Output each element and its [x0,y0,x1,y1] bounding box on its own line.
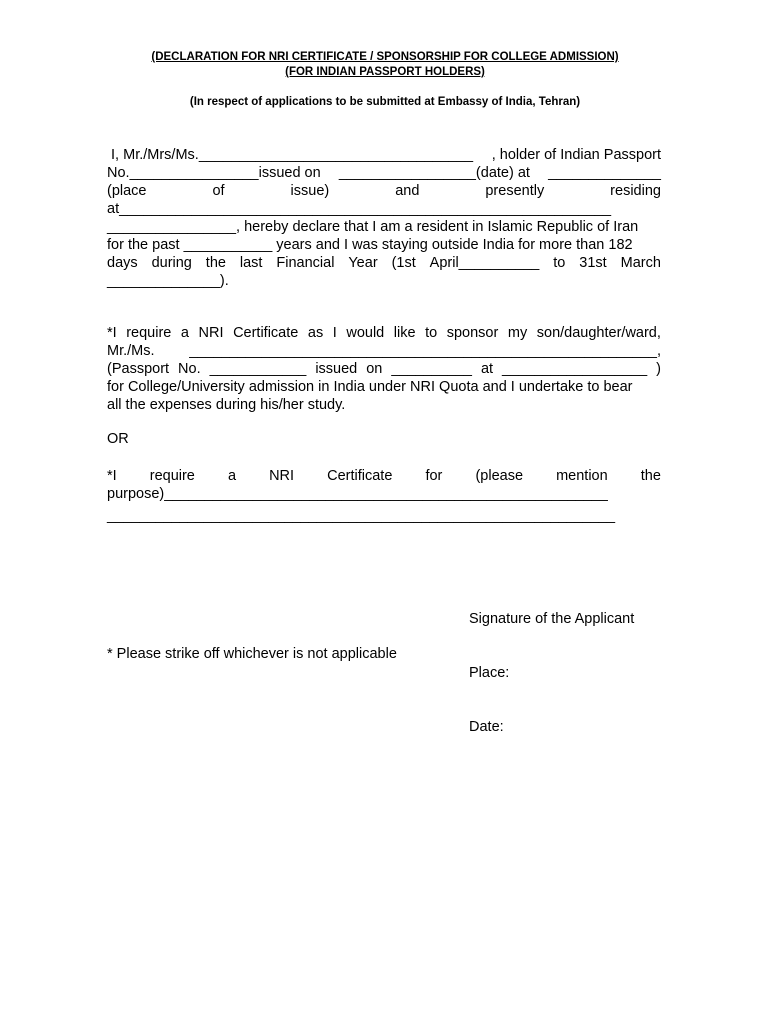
declaration-text: I, Mr./Mrs/Ms.__________________________________ [107,147,474,163]
sponsorship-word: NRI [198,325,224,341]
sponsorship-word: *I [107,325,117,341]
declaration-line [107,254,661,272]
declaration-word: April__________ [429,255,540,271]
sponsorship-paragraph [107,324,661,414]
sponsorship-word: at [480,361,494,377]
sponsorship-word: issued [315,361,358,377]
declaration-word: days [107,255,138,271]
declaration-word: and [395,183,420,199]
signature-block [469,574,634,772]
document-subtitle: (In respect of applications to be submitted at Embassy of India, Tehran) [189,96,581,108]
declaration-word: issue) [290,183,330,199]
other-purpose-blank-line: _______________________________________________________________ [107,508,616,524]
sponsorship-word: __________________ [502,361,648,377]
place-label: Place: [469,665,510,681]
other-purpose-word: mention [556,468,608,484]
other-purpose-line [107,467,661,485]
sponsorship-word: I [332,325,337,341]
declaration-text: No.________________issued on [107,165,321,181]
document-title: (DECLARATION FOR NRI CERTIFICATE / SPONSORSHIP FOR COLLEGE ADMISSION) [151,51,619,63]
other-purpose-word: (please [475,468,524,484]
declaration-text: ______________ [548,165,661,181]
declaration-word: last [239,255,263,271]
declaration-word: 31st [579,255,607,271]
other-purpose-paragraph [107,467,661,525]
declaration-line [107,146,661,164]
document-title-subline: (FOR INDIAN PASSPORT HOLDERS) [285,66,485,78]
declaration-word: (place [107,183,147,199]
other-purpose-word: *I [107,468,117,484]
sponsorship-line [107,342,661,360]
sponsorship-word: Certificate [233,325,299,341]
other-purpose-word: require [149,468,195,484]
sponsorship-word: ____________ [209,361,307,377]
declaration-word: presently [485,183,545,199]
other-purpose-word: the [640,468,661,484]
declaration-text: ________________, hereby declare that I am a resident in Islamic Republic of Iran [107,219,639,235]
declaration-word: the [205,255,226,271]
declaration-word: (1st [391,255,416,271]
sponsorship-text: all the expenses during his/her study. [107,397,346,413]
sponsorship-word: as [307,325,324,341]
declaration-text: , holder of Indian Passport [491,147,661,163]
sponsorship-line [107,360,661,378]
declaration-word: of [212,183,225,199]
declaration-word: during [151,255,192,271]
sponsorship-word: Mr./Ms. [107,343,155,359]
other-purpose-word: Certificate [327,468,393,484]
sponsorship-text: for College/University admission in India under NRI Quota and I undertake to bear [107,379,633,395]
declaration-word: Financial [276,255,335,271]
sponsorship-line [107,324,661,342]
other-purpose-text: purpose)_______________________________________________________ [107,486,608,502]
declaration-word: March [620,255,661,271]
other-purpose-word: for [425,468,443,484]
declaration-text: ______________). [107,273,229,289]
other-purpose-word: NRI [269,468,295,484]
sponsorship-word: would [346,325,385,341]
declaration-word: Year [348,255,378,271]
sponsorship-word: require [126,325,172,341]
other-purpose-word: a [227,468,237,484]
declaration-line [107,164,661,182]
sponsorship-word: my [507,325,528,341]
declaration-text: _________________(date) at [338,165,530,181]
sponsorship-word: __________________________________________________________, [189,343,661,359]
sponsorship-word: on [366,361,383,377]
sponsorship-word: a [180,325,189,341]
declaration-paragraph [107,146,661,290]
or-separator: OR [107,431,129,447]
sponsorship-word: No. [178,361,201,377]
declaration-word: to [553,255,566,271]
sponsorship-word: son/daughter/ward, [536,325,661,341]
sponsorship-word: ) [656,361,661,377]
date-label: Date: [469,719,504,735]
sponsorship-word: __________ [391,361,472,377]
sponsorship-word: like [393,325,416,341]
declaration-line [107,182,661,200]
declaration-word: residing [610,183,661,199]
sponsorship-word: (Passport [107,361,170,377]
sponsorship-word: to [425,325,438,341]
signature-label: Signature of the Applicant [469,611,635,627]
footnote: * Please strike off whichever is not applicable [107,646,397,662]
sponsorship-word: sponsor [446,325,499,341]
declaration-text: for the past ___________ years and I was staying outside India for more than 182 [107,237,633,253]
declaration-text: at_____________________________________________________________ [107,201,612,217]
